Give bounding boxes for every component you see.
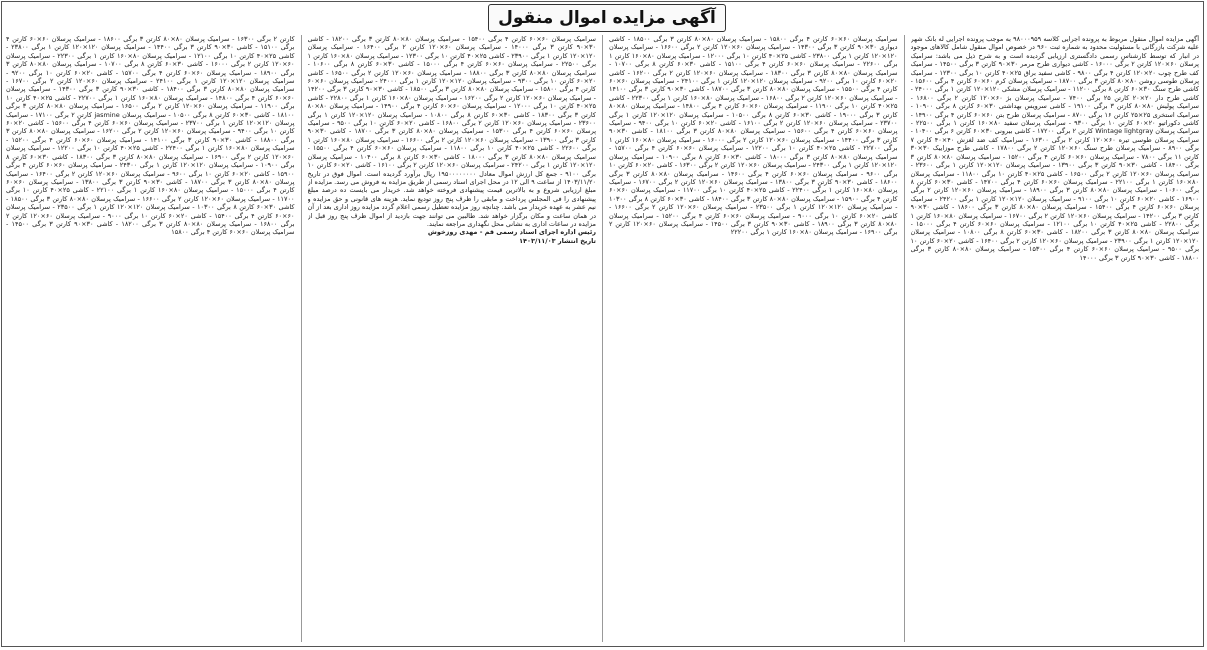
page-title: آگهی مزایده اموال منقول <box>498 8 716 28</box>
column-4 <box>6 35 295 642</box>
signature: رئیس اداره اجرای اسناد رسمی قم - مهدی روزخوش <box>427 228 596 237</box>
column-divider <box>602 35 603 642</box>
title-box <box>488 4 726 32</box>
column-divider <box>904 35 905 642</box>
column-divider <box>301 35 302 642</box>
column-1 <box>911 35 1200 642</box>
column-4-text: کارتن ۲ برگی ۱۶۳۰۰ - سرامیک پرسلان ۸۰×۸۰ کارتن ۳ برگی ۱۸۶۰۰ - سرامیک پرسلان ۶۰×۶۰ کارتن ۴ برگی ۱۵۱۰۰ - کاشی ۳۰×۹۰ کارتن ۳ برگی ۱۴۴۰۰ - سرامیک پرسلان ۱۲۰×۱۲۰ کارتن ۱ برگی ۲۳۸۰۰ - کاشی ۲۵×۴۰ کارتن ۱۰ برگی ۱۲۱۰۰ - سرامیک پرسلان ۸۰×۱۶۰ کارتن ۱ برگی ۲۲۳۰۰ - سرامیک پرسلان ۶۰×۱۲۰ کارتن ۲ برگی ۱۶۰۰۰ - کاشی ۳۰×۶۰ کارتن ۸ برگی ۱۰۷۰۰ - سرامیک پرسلان ۸۰×۸۰ کارتن ۳ برگی ۱۸۹۰۰ - سرامیک پرسلان ۶۰×۶۰ کارتن ۴ برگی ۱۵۷۰۰ - کاشی ۲۰×۶۰ کارتن ۱۰ برگی ۹۲۰۰ - سرامیک پرسلان ۱۲۰×۱۲۰ کارتن ۱ برگی ۲۴۱۰۰ - سرامیک پرسلان ۶۰×۱۲۰ کارتن ۲ برگی ۱۶۷۰۰ - سرامیک پرسلان ۸۰×۸۰ کارتن ۳ برگی ۱۸۴۰۰ - کاشی ۳۰×۹۰ کارتن ۳ برگی ۱۴۳۰۰ - سرامیک پرسلان ۶۰×۶۰ کارتن ۴ برگی ۱۴۸۰۰ - سرامیک پرسلان ۸۰×۱۶۰ کارتن ۱ برگی ۲۲۷۰۰ - کاشی ۲۵×۴۰ کارتن ۱۰ برگی ۱۱۹۰۰ - سرامیک پرسلان ۶۰×۱۲۰ کارتن ۲ برگی ۱۶۵۰۰ - سرامیک پرسلان ۸۰×۸۰ کارتن ۳ برگی ۱۸۱۰۰ - کاشی ۳۰×۶۰ کارتن ۸ برگی ۱۰۵۰۰ - سرامیک پرسلان jasmine کارتن ۲ برگی ۱۷۱۰۰ - سرامیک پرسلان ۱۲۰×۱۲۰ کارتن ۱ برگی ۲۳۷۰۰ - سرامیک پرسلان ۶۰×۶۰ کارتن ۴ برگی ۱۵۶۰۰ - کاشی ۲۰×۶۰ کارتن ۱۰ برگی ۹۴۰۰ - سرامیک پرسلان ۶۰×۱۲۰ کارتن ۲ برگی ۱۶۲۰۰ - سرامیک پرسلان ۸۰×۸۰ کارتن ۳ برگی ۱۸۸۰۰ - کاشی ۳۰×۹۰ کارتن ۳ برگی ۱۴۱۰۰ - سرامیک پرسلان ۶۰×۶۰ کارتن ۴ برگی ۱۵۲۰۰ - سرامیک پرسلان ۸۰×۱۶۰ کارتن ۱ برگی ۲۲۴۰۰ - کاشی ۲۵×۴۰ کارتن ۱۰ برگی ۱۲۲۰۰ - سرامیک پرسلان ۶۰×۱۲۰ کارتن ۲ برگی ۱۶۹۰۰ - سرامیک پرسلان ۸۰×۸۰ کارتن ۳ برگی ۱۸۳۰۰ - کاشی ۳۰×۶۰ کارتن ۸ برگی ۱۰۹۰۰ - سرامیک پرسلان ۱۲۰×۱۲۰ کارتن ۱ برگی ۲۴۳۰۰ - سرامیک پرسلان ۶۰×۶۰ کارتن ۴ برگی ۱۵۹۰۰ - کاشی ۲۰×۶۰ کارتن ۱۰ برگی ۹۶۰۰ - سرامیک پرسلان ۶۰×۱۲۰ کارتن ۲ برگی ۱۶۴۰۰ - سرامیک پرسلان ۸۰×۸۰ کارتن ۳ برگی ۱۸۷۰۰ - کاشی ۳۰×۹۰ کارتن ۳ برگی ۱۳۸۰۰ - سرامیک پرسلان ۶۰×۶۰ کارتن ۴ برگی ۱۵۰۰۰ - سرامیک پرسلان ۸۰×۱۶۰ کارتن ۱ برگی ۲۲۱۰۰ - کاشی ۲۵×۴۰ کارتن ۱۰ برگی ۱۱۷۰۰ - سرامیک پرسلان ۶۰×۱۲۰ کارتن ۲ برگی ۱۶۶۰۰ - سرامیک پرسلان ۸۰×۸۰ کارتن ۳ برگی ۱۸۵۰۰ - کاشی ۳۰×۶۰ کارتن ۸ برگی ۱۰۳۰۰ - سرامیک پرسلان ۱۲۰×۱۲۰ کارتن ۱ برگی ۲۳۵۰۰ - سرامیک پرسلان ۶۰×۶۰ کارتن ۴ برگی ۱۵۴۰۰ - کاشی ۲۰×۶۰ کارتن ۱۰ برگی ۹۰۰۰ - سرامیک پرسلان ۶۰×۱۲۰ کارتن ۲ برگی ۱۶۸۰۰ - سرامیک پرسلان ۸۰×۸۰ کارتن ۳ برگی ۱۸۲۰۰ - کاشی ۳۰×۹۰ کارتن ۳ برگی ۱۴۵۰۰ - سرامیک پرسلان ۶۰×۶۰ کارتن ۴ برگی ۱۵۸۰۰ <box>6 35 295 237</box>
column-2-text: سرامیک پرسلان ۶۰×۶۰ کارتن ۴ برگی ۱۵۸۰۰ - سرامیک پرسلان ۸۰×۸۰ کارتن ۳ برگی ۱۸۵۰۰ - کاشی دیواری ۳۰×۹۰ کارتن ۳ برگی ۱۴۳۰۰ - سرامیک پرسلان ۶۰×۱۲۰ کارتن ۲ برگی ۱۶۶۰۰ - سرامیک پرسلان ۱۲۰×۱۲۰ کارتن ۱ برگی ۲۳۸۰۰ - کاشی ۲۵×۴۰ کارتن ۱۰ برگی ۱۲۰۰۰ - سرامیک پرسلان ۸۰×۱۶۰ کارتن ۱ برگی ۲۲۶۰۰ - سرامیک پرسلان ۶۰×۶۰ کارتن ۴ برگی ۱۵۱۰۰ - کاشی ۳۰×۶۰ کارتن ۸ برگی ۱۰۷۰۰ - سرامیک پرسلان ۸۰×۸۰ کارتن ۳ برگی ۱۸۳۰۰ - سرامیک پرسلان ۶۰×۱۲۰ کارتن ۲ برگی ۱۶۲۰۰ - کاشی ۲۰×۶۰ کارتن ۱۰ برگی ۹۲۰۰ - سرامیک پرسلان ۱۲۰×۱۲۰ کارتن ۱ برگی ۲۴۱۰۰ - سرامیک پرسلان ۶۰×۶۰ کارتن ۴ برگی ۱۵۵۰۰ - سرامیک پرسلان ۸۰×۸۰ کارتن ۳ برگی ۱۸۷۰۰ - کاشی ۳۰×۹۰ کارتن ۳ برگی ۱۴۱۰۰ - سرامیک پرسلان ۶۰×۱۲۰ کارتن ۲ برگی ۱۶۸۰۰ - سرامیک پرسلان ۸۰×۱۶۰ کارتن ۱ برگی ۲۲۳۰۰ - کاشی ۲۵×۴۰ کارتن ۱۰ برگی ۱۱۹۰۰ - سرامیک پرسلان ۶۰×۶۰ کارتن ۴ برگی ۱۴۸۰۰ - سرامیک پرسلان ۸۰×۸۰ کارتن ۳ برگی ۱۹۰۰۰ - کاشی ۳۰×۶۰ کارتن ۸ برگی ۱۰۵۰۰ - سرامیک پرسلان ۱۲۰×۱۲۰ کارتن ۱ برگی ۲۳۷۰۰ - سرامیک پرسلان ۶۰×۱۲۰ کارتن ۲ برگی ۱۶۱۰۰ - کاشی ۲۰×۶۰ کارتن ۱۰ برگی ۹۴۰۰ - سرامیک پرسلان ۶۰×۶۰ کارتن ۴ برگی ۱۵۶۰۰ - سرامیک پرسلان ۸۰×۸۰ کارتن ۳ برگی ۱۸۱۰۰ - کاشی ۳۰×۹۰ کارتن ۳ برگی ۱۴۴۰۰ - سرامیک پرسلان ۶۰×۱۲۰ کارتن ۲ برگی ۱۶۰۰۰ - سرامیک پرسلان ۸۰×۱۶۰ کارتن ۱ برگی ۲۲۷۰۰ - کاشی ۲۵×۴۰ کارتن ۱۰ برگی ۱۲۲۰۰ - سرامیک پرسلان ۶۰×۶۰ کارتن ۴ برگی ۱۵۷۰۰ - سرامیک پرسلان ۸۰×۸۰ کارتن ۳ برگی ۱۸۰۰۰ - کاشی ۳۰×۶۰ کارتن ۸ برگی ۱۰۹۰۰ - سرامیک پرسلان ۱۲۰×۱۲۰ کارتن ۱ برگی ۲۴۳۰۰ - سرامیک پرسلان ۶۰×۱۲۰ کارتن ۲ برگی ۱۶۳۰۰ - کاشی ۲۰×۶۰ کارتن ۱۰ برگی ۹۶۰۰ - سرامیک پرسلان ۶۰×۶۰ کارتن ۴ برگی ۱۴۶۰۰ - سرامیک پرسلان ۸۰×۸۰ کارتن ۳ برگی ۱۸۶۰۰ - کاشی ۳۰×۹۰ کارتن ۳ برگی ۱۳۸۰۰ - سرامیک پرسلان ۶۰×۱۲۰ کارتن ۲ برگی ۱۶۷۰۰ - سرامیک پرسلان ۸۰×۱۶۰ کارتن ۱ برگی ۲۲۴۰۰ - کاشی ۲۵×۴۰ کارتن ۱۰ برگی ۱۱۷۰۰ - سرامیک پرسلان ۶۰×۶۰ کارتن ۴ برگی ۱۵۹۰۰ - سرامیک پرسلان ۸۰×۸۰ کارتن ۳ برگی ۱۸۴۰۰ - کاشی ۳۰×۶۰ کارتن ۸ برگی ۱۰۳۰۰ - سرامیک پرسلان ۱۲۰×۱۲۰ کارتن ۱ برگی ۲۳۵۰۰ - سرامیک پرسلان ۶۰×۱۲۰ کارتن ۲ برگی ۱۶۶۰۰ - کاشی ۲۰×۶۰ کارتن ۱۰ برگی ۹۰۰۰ - سرامیک پرسلان ۶۰×۶۰ کارتن ۴ برگی ۱۵۲۰۰ - سرامیک پرسلان ۸۰×۸۰ کارتن ۳ برگی ۱۸۹۰۰ - کاشی ۳۰×۹۰ کارتن ۳ برگی ۱۴۵۰۰ - سرامیک پرسلان ۶۰×۱۲۰ کارتن ۲ برگی ۱۶۹۰۰ - سرامیک پرسلان ۸۰×۱۶۰ کارتن ۱ برگی ۲۲۲۰۰ <box>609 35 898 237</box>
publish-date: تاریخ انتشار ۱۴۰۳/۱۱/۰۳ <box>519 236 596 245</box>
column-3-text: سرامیک پرسلان ۶۰×۶۰ کارتن ۴ برگی ۱۵۴۰۰ - سرامیک پرسلان ۸۰×۸۰ کارتن ۳ برگی ۱۸۲۰۰ - کاشی ۳۰×۹۰ کارتن ۳ برگی ۱۴۰۰۰ - سرامیک پرسلان ۶۰×۱۲۰ کارتن ۲ برگی ۱۶۴۰۰ - سرامیک پرسلان ۱۲۰×۱۲۰ کارتن ۱ برگی ۲۳۹۰۰ - کاشی ۲۵×۴۰ کارتن ۱۰ برگی ۱۲۳۰۰ - سرامیک پرسلان ۸۰×۱۶۰ کارتن ۱ برگی ۲۲۵۰۰ - سرامیک پرسلان ۶۰×۶۰ کارتن ۴ برگی ۱۵۰۰۰ - کاشی ۳۰×۶۰ کارتن ۸ برگی ۱۰۶۰۰ - سرامیک پرسلان ۸۰×۸۰ کارتن ۳ برگی ۱۸۸۰۰ - سرامیک پرسلان ۶۰×۱۲۰ کارتن ۲ برگی ۱۶۵۰۰ - کاشی ۲۰×۶۰ کارتن ۱۰ برگی ۹۳۰۰ - سرامیک پرسلان ۱۲۰×۱۲۰ کارتن ۱ برگی ۲۴۰۰۰ - سرامیک پرسلان ۶۰×۶۰ کارتن ۴ برگی ۱۵۸۰۰ - سرامیک پرسلان ۸۰×۸۰ کارتن ۳ برگی ۱۸۵۰۰ - کاشی ۳۰×۹۰ کارتن ۳ برگی ۱۴۲۰۰ - سرامیک پرسلان ۶۰×۱۲۰ کارتن ۲ برگی ۱۶۲۰۰ - سرامیک پرسلان ۸۰×۱۶۰ کارتن ۱ برگی ۲۲۸۰۰ - کاشی ۲۵×۴۰ کارتن ۱۰ برگی ۱۲۰۰۰ - سرامیک پرسلان ۶۰×۶۰ کارتن ۴ برگی ۱۴۹۰۰ - سرامیک پرسلان ۸۰×۸۰ کارتن ۳ برگی ۱۸۳۰۰ - کاشی ۳۰×۶۰ کارتن ۸ برگی ۱۰۸۰۰ - سرامیک پرسلان ۱۲۰×۱۲۰ کارتن ۱ برگی ۲۳۶۰۰ - سرامیک پرسلان ۶۰×۱۲۰ کارتن ۲ برگی ۱۶۸۰۰ - کاشی ۲۰×۶۰ کارتن ۱۰ برگی ۹۵۰۰ - سرامیک پرسلان ۶۰×۶۰ کارتن ۴ برگی ۱۵۳۰۰ - سرامیک پرسلان ۸۰×۸۰ کارتن ۳ برگی ۱۸۷۰۰ - کاشی ۳۰×۹۰ کارتن ۳ برگی ۱۳۹۰۰ - سرامیک پرسلان ۶۰×۱۲۰ کارتن ۲ برگی ۱۶۶۰۰ - سرامیک پرسلان ۸۰×۱۶۰ کارتن ۱ برگی ۲۲۶۰۰ - کاشی ۲۵×۴۰ کارتن ۱۰ برگی ۱۱۸۰۰ - سرامیک پرسلان ۶۰×۶۰ کارتن ۴ برگی ۱۵۵۰۰ - سرامیک پرسلان ۸۰×۸۰ کارتن ۳ برگی ۱۸۰۰۰ - کاشی ۳۰×۶۰ کارتن ۸ برگی ۱۰۴۰۰ - سرامیک پرسلان ۱۲۰×۱۲۰ کارتن ۱ برگی ۲۴۲۰۰ - سرامیک پرسلان ۶۰×۱۲۰ کارتن ۲ برگی ۱۶۱۰۰ - کاشی ۲۰×۶۰ کارتن ۱۰ برگی ۹۱۰۰ - جمع کل ارزش اموال معادل ۱۹۵۰۰۰۰۰۰۰۰ ریال برآورد گردیده است. اموال فوق در تاریخ ۱۴۰۳/۱۱/۲۰ از ساعت ۹ الی ۱۲ در محل اجرای اسناد رسمی از طریق مزایده به فروش می رسد. مزایده از مبلغ ارزیابی شروع و به بالاترین قیمت پیشنهادی فروخته خواهد شد. خریدار می بایست ده درصد مبلغ پیشنهادی را فی المجلس پرداخت و مابقی را ظرف پنج روز تودیع نماید. هزینه های قانونی و حق مزایده و نیم عشر به عهده خریدار می باشد. چنانچه روز مزایده تعطیل رسمی اعلام گردد مزایده روز اداری بعد از آن در همان ساعت و مکان برگزار خواهد شد. طالبین می توانند جهت بازدید از اموال ظرف پنج روز قبل از مزایده در ساعات اداری به نشانی محل نگهداری مراجعه نمایند. <box>307 35 596 228</box>
column-2 <box>609 35 898 642</box>
column-1-text: آگهی مزایده اموال منقول مربوط به پرونده اجرایی کلاسه ۹۸۰۰۰۹۵۹ به موجب پرونده اجرایی له بانک شهر علیه شرکت بازرگانی با مسئولیت محدود به شماره ثبت ۹۶۰ در خصوص اموال منقول شامل کالاهای موجود در انبار که توسط کارشناس رسمی دادگستری ارزیابی گردیده است و به شرح ذیل می باشد: سرامیک پرسلان ۶۰×۱۲۰ کارتن ۲ برگی ۱۶۰۰۰ - کاشی دیواری طرح مرمر ۳۰×۹۰ کارتن ۳ برگی ۱۴۵۰۰ - سرامیک کف طرح چوب ۲۰×۱۲۰ کارتن ۴ برگی ۹۸۰۰ - کاشی سفید براق ۲۵×۴۰ کارتن ۱۰ برگی ۱۲۳۰۰ - سرامیک پرسلان طوسی روشن ۸۰×۸۰ کارتن ۳ برگی ۱۸۷۰۰ - سرامیک پرسلان کرم ۶۰×۶۰ کارتن ۴ برگی ۱۵۶۰۰ - کاشی طرح سنگ ۳۰×۶۰ کارتن ۸ برگی ۱۱۲۰۰ - سرامیک پرسلان مشکی ۱۲۰×۱۲۰ کارتن ۱ برگی ۲۴۰۰۰ - کاشی طرح دار ۲۰×۲۰ کارتن ۲۵ برگی ۷۴۰۰ - سرامیک پرسلان بژ ۶۰×۱۲۰ کارتن ۲ برگی ۱۶۸۰۰ - سرامیک پولیش ۸۰×۸۰ کارتن ۳ برگی ۱۹۱۰۰ - کاشی سرویس بهداشتی ۳۰×۶۰ کارتن ۸ برگی ۱۰۹۰۰ - سرامیک استخری ۲۵×۲۵ کارتن ۱۶ برگی ۸۷۰۰ - سرامیک پرسلان طرح بتن ۶۰×۶۰ کارتن ۴ برگی ۱۴۹۰۰ - کاشی دکوراتیو ۲۰×۶۰ کارتن ۱۰ برگی ۹۳۰۰ - سرامیک پرسلان سفید ۸۰×۱۶۰ کارتن ۱ برگی ۲۲۵۰۰ - سرامیک پرسلان Wintage lightgray کارتن ۲ برگی ۱۷۲۰۰ - کاشی بیرونی ۳۰×۶۰ کارتن ۶ برگی ۱۰۴۰۰ - سرامیک پرسلان طوسی تیره ۶۰×۱۲۰ کارتن ۲ برگی ۱۶۳۰۰ - سرامیک کف ضد لغزش ۴۰×۴۰ کارتن ۷ برگی ۸۹۰۰ - سرامیک پرسلان طرح سنگ ۶۰×۱۲۰ کارتن ۲ برگی ۱۷۸۰۰ - کاشی طرح موزاییک ۳۰×۳۰ کارتن ۱۱ برگی ۷۸۰۰ - سرامیک پرسلان ۶۰×۶۰ کارتن ۴ برگی ۱۵۲۰۰ - سرامیک پرسلان ۸۰×۸۰ کارتن ۳ برگی ۱۸۴۰۰ - کاشی ۳۰×۹۰ کارتن ۳ برگی ۱۳۹۰۰ - سرامیک پرسلان ۱۲۰×۱۲۰ کارتن ۱ برگی ۲۳۶۰۰ - سرامیک پرسلان ۶۰×۱۲۰ کارتن ۲ برگی ۱۶۵۰۰ - کاشی ۲۵×۴۰ کارتن ۱۰ برگی ۱۱۸۰۰ - سرامیک پرسلان ۸۰×۱۶۰ کارتن ۱ برگی ۲۲۱۰۰ - سرامیک پرسلان ۶۰×۶۰ کارتن ۴ برگی ۱۴۷۰۰ - کاشی ۳۰×۶۰ کارتن ۸ برگی ۱۰۶۰۰ - سرامیک پرسلان ۸۰×۸۰ کارتن ۳ برگی ۱۸۹۰۰ - سرامیک پرسلان ۶۰×۱۲۰ کارتن ۲ برگی ۱۶۹۰۰ - کاشی ۲۰×۶۰ کارتن ۱۰ برگی ۹۱۰۰ - سرامیک پرسلان ۱۲۰×۱۲۰ کارتن ۱ برگی ۲۴۲۰۰ - سرامیک پرسلان ۶۰×۶۰ کارتن ۴ برگی ۱۵۴۰۰ - سرامیک پرسلان ۸۰×۸۰ کارتن ۳ برگی ۱۸۶۰۰ - کاشی ۳۰×۹۰ کارتن ۳ برگی ۱۴۲۰۰ - سرامیک پرسلان ۶۰×۱۲۰ کارتن ۲ برگی ۱۶۷۰۰ - سرامیک پرسلان ۸۰×۱۶۰ کارتن ۱ برگی ۲۲۸۰۰ - کاشی ۲۵×۴۰ کارتن ۱۰ برگی ۱۲۱۰۰ - سرامیک پرسلان ۶۰×۶۰ کارتن ۴ برگی ۱۵۰۰۰ - سرامیک پرسلان ۸۰×۸۰ کارتن ۳ برگی ۱۸۲۰۰ - کاشی ۳۰×۶۰ کارتن ۸ برگی ۱۰۸۰۰ - سرامیک پرسلان ۱۲۰×۱۲۰ کارتن ۱ برگی ۲۳۹۰۰ - سرامیک پرسلان ۶۰×۱۲۰ کارتن ۲ برگی ۱۶۴۰۰ - کاشی ۲۰×۶۰ کارتن ۱۰ برگی ۹۵۰۰ - سرامیک پرسلان ۶۰×۶۰ کارتن ۴ برگی ۱۵۳۰۰ - سرامیک پرسلان ۸۰×۸۰ کارتن ۳ برگی ۱۸۸۰۰ - کاشی ۳۰×۹۰ کارتن ۳ برگی ۱۴۰۰۰ <box>910 35 1199 262</box>
newspaper-page <box>1 1 1204 647</box>
column-3 <box>308 35 597 642</box>
text-columns <box>6 35 1199 642</box>
